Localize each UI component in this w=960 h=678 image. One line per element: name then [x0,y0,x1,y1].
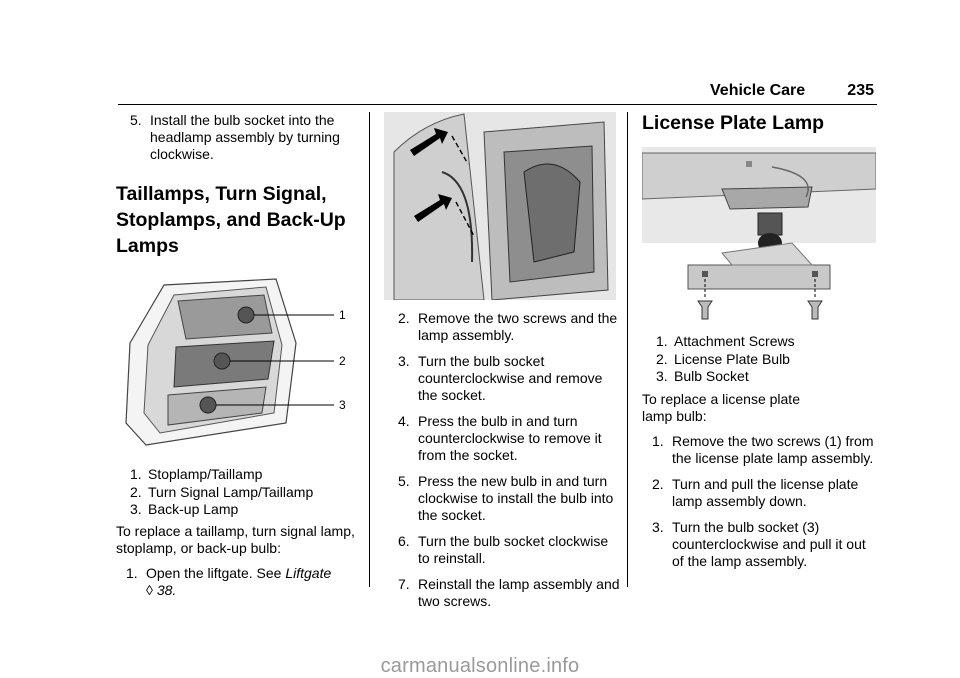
taillamp-intro: To replace a taillamp, turn signal lamp, stoplamp, or back-up bulb: [116,522,355,556]
taillamp-legend [116,466,356,519]
step-5-headlamp: 5. Install the bulb socket into the headlamp assembly by turning clockwise. [130,112,340,162]
column-3 [642,112,878,579]
taillamp-figure [116,273,356,451]
taillamps-heading: Taillamps, Turn Signal, Stoplamps, and Back-Up Lamps [116,183,346,257]
legend-item: 2. License Plate Bulb [656,350,790,367]
step-4: 4. Press the bulb in and turn counterclockwise to remove it from the socket. [398,413,602,463]
ref-page[interactable]: 38. [156,581,177,598]
step-2: 2. Remove the two screws and the lamp assembly. [398,310,618,343]
watermark: carmanualsonline.info [380,655,580,677]
step-1-open-liftgate: 1. Open the liftgate. See Liftgate ◊ 38. [126,564,332,598]
legend-item: 1. Stoplamp/Taillamp [130,466,263,482]
section-title: Vehicle Care [710,82,806,99]
header-rule [118,104,877,105]
callout-1: 1 [339,308,346,322]
lp-step-1: 1. Remove the two screws (1) from the license plate lamp assembly. [652,432,874,466]
license-plate-lamp-figure [642,147,876,337]
callout-3: 3 [339,398,346,412]
column-1 [116,112,356,608]
step-6: 6. Turn the bulb socket clockwise to reinstall. [398,533,609,566]
liftgate-link[interactable]: Liftgate [285,564,332,581]
screw-left [698,301,712,319]
column-divider-1 [369,112,370,587]
step-5: 5. Press the new bulb in and turn clockwise to install the bulb into the socket. [398,473,614,523]
screw-right [808,301,822,319]
ref-symbol: ◊ [146,581,153,598]
column-divider-2 [627,112,628,587]
license-plate-legend [642,333,878,386]
bulb-socket [758,213,782,235]
liftgate-steps [384,310,620,610]
legend-item: 3. Back-up Lamp [130,501,239,517]
legend-item: 2. Turn Signal Lamp/Taillamp [130,483,314,500]
lp-step-2: 2. Turn and pull the license plate lamp assembly down. [652,475,859,509]
legend-item: 3. Bulb Socket [656,368,749,384]
column-2 [384,112,620,619]
license-plate-steps [642,433,878,570]
license-plate-intro: To replace a license plate lamp bulb: [642,390,800,424]
backup-bulb [200,397,216,413]
legend-item: 1. Attachment Screws [656,333,795,349]
stoplamp-bulb [238,307,254,323]
running-header [640,82,876,104]
step-3: 3. Turn the bulb socket counterclockwise and remove the socket. [398,353,603,403]
liftgate-figure [384,112,616,300]
callout-2: 2 [339,354,346,368]
turn-signal-bulb [214,353,230,369]
license-plate-heading: License Plate Lamp [642,112,825,134]
page-number: 235 [847,82,874,99]
lp-step-3: 3. Turn the bulb socket (3) counterclockwise and pull it out of the lamp assembly. [652,518,866,569]
step-7: 7. Reinstall the lamp assembly and two screws. [398,576,620,609]
